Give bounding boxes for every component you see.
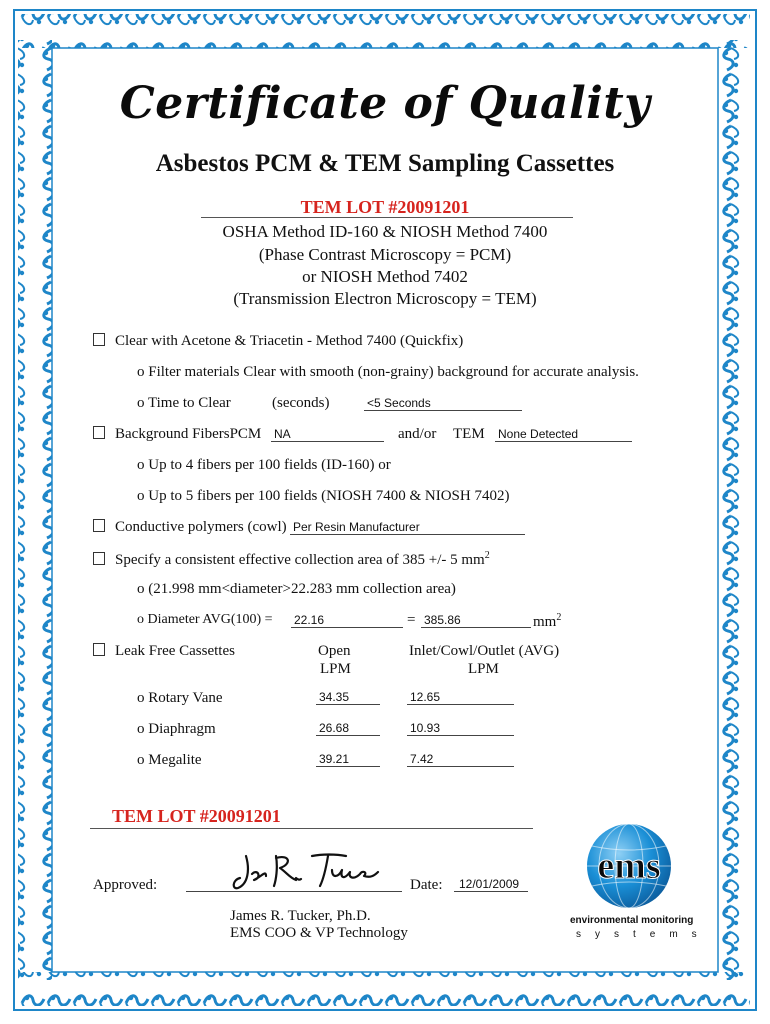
pcm-value: NA	[274, 427, 291, 441]
lot-divider	[201, 217, 573, 218]
background-detail-1: o Up to 4 fibers per 100 fields (ID-160) or	[137, 457, 391, 473]
checkbox-leak[interactable]	[93, 643, 105, 656]
megalite-open-field[interactable]	[316, 752, 380, 767]
lot-number-bottom: TEM LOT #20091201	[112, 806, 281, 826]
conductive-field[interactable]	[290, 520, 525, 535]
ems-systems: systems	[576, 929, 711, 940]
tem-field[interactable]	[495, 427, 632, 442]
leak-row-rotary-vane: o Rotary Vane	[137, 690, 223, 706]
checkbox-clear[interactable]	[93, 333, 105, 346]
column-open-header: Open	[318, 643, 351, 659]
leak-label: Leak Free Cassettes	[115, 643, 235, 659]
checklist-item-clear	[93, 333, 463, 350]
signature-field	[186, 858, 402, 892]
method-line-3: or NIOSH Method 7402	[302, 267, 468, 286]
pcm-label: PCM	[229, 426, 262, 442]
signer-name: James R. Tucker, Ph.D.	[230, 908, 371, 924]
conductive-value: Per Resin Manufacturer	[293, 520, 420, 534]
signature-image	[232, 850, 382, 894]
date-field[interactable]	[454, 877, 528, 892]
clear-label: Clear with Acetone & Triacetin - Method 7400 (Quickfix)	[115, 333, 464, 349]
bottom-lot-divider	[90, 828, 533, 829]
certificate-title: Certificate of Quality	[119, 78, 651, 129]
time-to-clear-label: o Time to Clear	[137, 395, 231, 411]
diaphragm-open-value: 26.68	[319, 721, 350, 735]
ems-wordmark	[597, 845, 660, 887]
tem-value: None Detected	[498, 427, 579, 441]
time-to-clear-unit: (seconds)	[272, 395, 330, 411]
signer-title: EMS COO & VP Technology	[230, 925, 408, 941]
diaphragm-open-field[interactable]	[316, 721, 380, 736]
leak-row-diaphragm: o Diaphragm	[137, 721, 216, 737]
rotary-vane-inlet-field[interactable]	[407, 690, 514, 705]
ems-logo	[584, 822, 674, 915]
date-label: Date:	[410, 877, 443, 893]
pcm-field[interactable]	[271, 427, 384, 442]
leak-row-megalite: o Megalite	[137, 752, 202, 768]
area-equals: =	[407, 612, 416, 628]
collection-superscript: 2	[484, 550, 490, 561]
area-unit-superscript: 2	[556, 612, 562, 623]
approved-label: Approved:	[93, 877, 158, 893]
background-label: Background Fibers	[115, 426, 230, 442]
checkbox-background[interactable]	[93, 426, 105, 439]
certificate-subtitle: Asbestos PCM & TEM Sampling Cassettes	[155, 150, 615, 177]
method-line-2: (Phase Contrast Microscopy = PCM)	[258, 245, 512, 264]
megalite-open-value: 39.21	[319, 752, 350, 766]
megalite-inlet-field[interactable]	[407, 752, 514, 767]
checkbox-collection[interactable]	[93, 552, 105, 565]
diaphragm-inlet-value: 10.93	[410, 721, 441, 735]
diameter-label: o Diameter AVG(100) =	[137, 612, 273, 627]
ems-mark-text: ems	[597, 845, 661, 887]
globe-icon	[584, 822, 674, 910]
area-unit	[533, 612, 561, 631]
area-value: 385.86	[424, 613, 461, 627]
column-open-unit: LPM	[320, 661, 351, 677]
collection-label: Specify a consistent effective collection area of 385 +/- 5 mm	[115, 552, 485, 568]
date-value: 12/01/2009	[459, 877, 520, 891]
area-field[interactable]	[421, 613, 531, 628]
checkbox-conductive[interactable]	[93, 519, 105, 532]
collection-detail: o (21.998 mm<diameter>22.283 mm collection area)	[137, 581, 456, 597]
diaphragm-inlet-field[interactable]	[407, 721, 514, 736]
column-inlet-unit: LPM	[468, 661, 499, 677]
diameter-field[interactable]	[291, 613, 403, 628]
time-to-clear-field[interactable]	[364, 396, 522, 411]
lot-number-top: TEM LOT #20091201	[300, 197, 470, 217]
clear-detail: o Filter materials Clear with smooth (non-grainy) background for accurate analysis.	[137, 364, 639, 380]
rotary-vane-open-field[interactable]	[316, 690, 380, 705]
checklist-item-conductive	[93, 519, 287, 536]
tem-label: TEM	[453, 426, 485, 442]
checklist-item-leak	[93, 643, 235, 660]
rotary-vane-open-value: 34.35	[319, 690, 350, 704]
checklist-item-background	[93, 426, 261, 443]
andor-label: and/or	[398, 426, 437, 442]
diameter-value: 22.16	[294, 613, 325, 627]
ems-caption: environmental monitoring	[570, 915, 694, 926]
method-line-1: OSHA Method ID-160 & NIOSH Method 7400	[222, 222, 548, 241]
checklist-item-collection	[93, 550, 490, 569]
rotary-vane-inlet-value: 12.65	[410, 690, 441, 704]
background-detail-2: o Up to 5 fibers per 100 fields (NIOSH 7400 & NIOSH 7402)	[137, 488, 510, 504]
megalite-inlet-value: 7.42	[410, 752, 434, 766]
conductive-label: Conductive polymers (cowl)	[115, 519, 287, 535]
method-line-4: (Transmission Electron Microscopy = TEM)	[233, 289, 537, 308]
time-to-clear-value: <5 Seconds	[367, 396, 431, 410]
column-inlet-header: Inlet/Cowl/Outlet (AVG)	[409, 643, 560, 659]
area-unit-text: mm	[533, 614, 557, 630]
